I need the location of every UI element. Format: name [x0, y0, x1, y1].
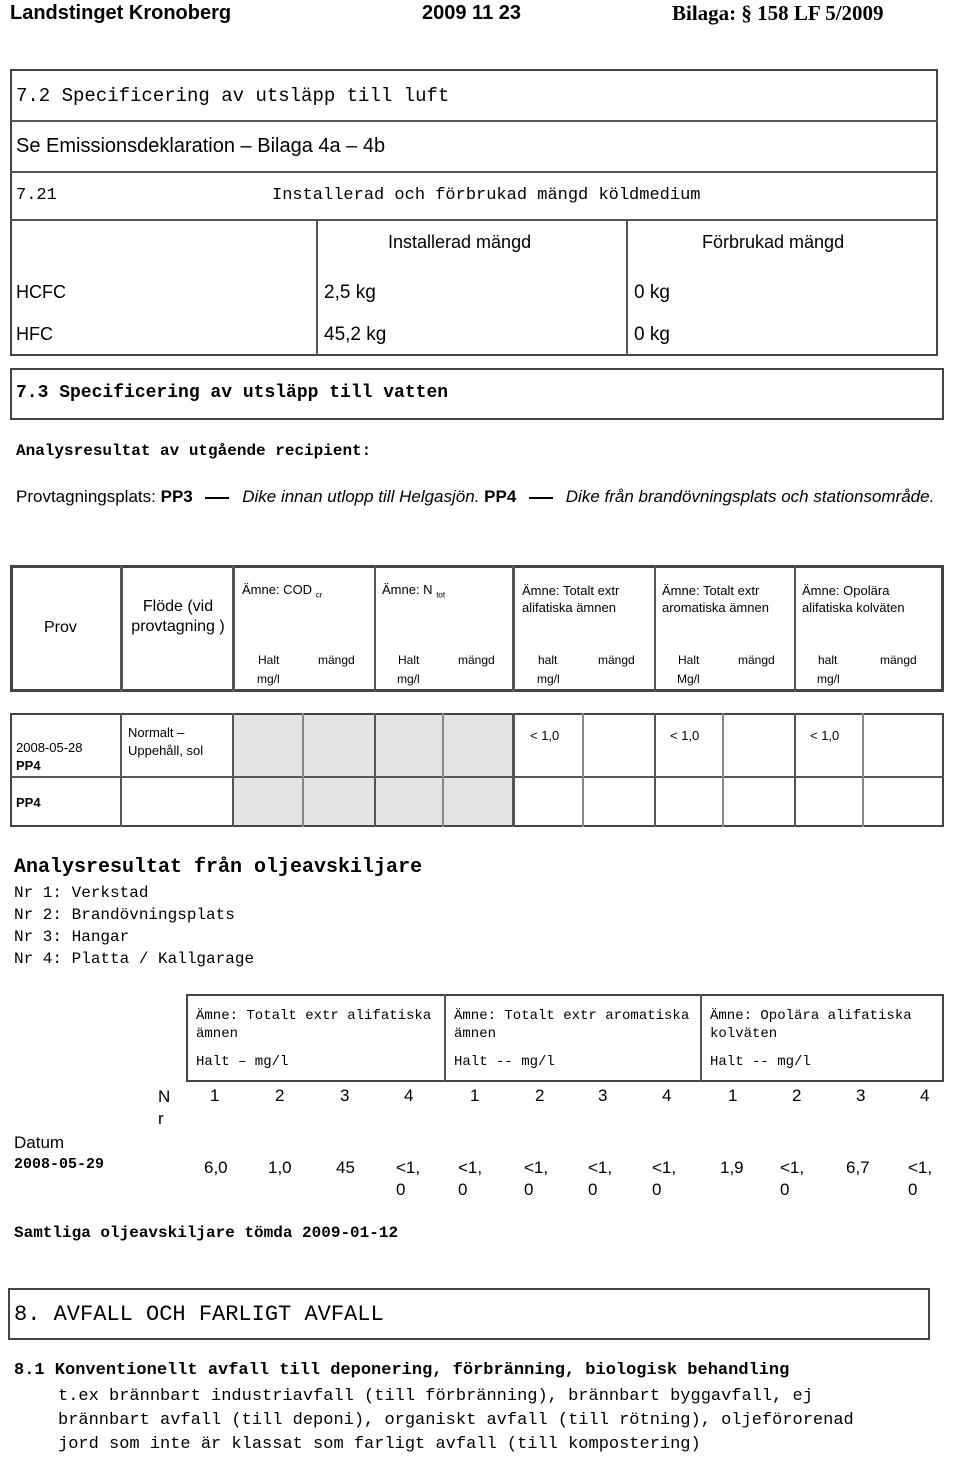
unit-label: Mg/l — [677, 672, 700, 686]
oil-title: Analysresultat från oljeavskiljare — [14, 856, 423, 879]
section-7-21-number: 7.21 — [16, 186, 57, 205]
unit-label: mg/l — [257, 672, 280, 686]
mangd-label: mängd — [598, 653, 635, 667]
oil-value: 6,7 — [846, 1158, 870, 1177]
oil-value: <1, 0 — [524, 1158, 549, 1199]
oil-arom-unit: Halt -- mg/l — [454, 1054, 555, 1070]
halt-label: halt — [818, 653, 838, 667]
col-prov: Prov — [44, 619, 77, 636]
arom-header: Ämne: Totalt extr aromatiska ämnen — [662, 583, 769, 615]
alif-value: < 1,0 — [530, 728, 560, 743]
oil-item: Nr 4: Platta / Kallgarage — [14, 950, 255, 968]
emission-reference: Se Emissionsdeklaration – Bilaga 4a – 4b — [16, 135, 386, 157]
sample-site: PP4 — [16, 795, 41, 810]
oil-num: 3 — [340, 1086, 350, 1105]
oil-arom-header: Ämne: Totalt extr aromatiska ämnen — [454, 1008, 690, 1042]
unit-label: mg/l — [817, 672, 840, 686]
section-8-title: 8. AVFALL OCH FARLIGT AVFALL — [14, 1302, 384, 1327]
mangd-label: mängd — [458, 653, 495, 667]
oil-value: 1,0 — [268, 1158, 292, 1177]
unit-label: mg/l — [537, 672, 560, 686]
alif-header: Ämne: Totalt extr alifatiska ämnen — [522, 583, 620, 615]
sample-date: 2008-05-28 — [16, 740, 83, 755]
row-used: 0 kg — [634, 282, 670, 303]
ntot-header: Ämne: N $_{tot}$ — [382, 582, 446, 600]
sample-site: PP4 — [16, 758, 41, 773]
oil-value: <1, 0 — [908, 1158, 933, 1199]
oil-date: 2008-05-29 — [14, 1156, 105, 1173]
sampling-site-line — [16, 486, 946, 508]
section-7-2-title: 7.2 Specificering av utsläpp till luft — [16, 85, 450, 107]
mangd-label: mängd — [880, 653, 917, 667]
mangd-label: mängd — [738, 653, 775, 667]
oil-num: 1 — [728, 1086, 738, 1105]
datum-label: Datum — [14, 1133, 65, 1152]
oil-item: Nr 3: Hangar — [14, 928, 130, 946]
oil-alif-header: Ämne: Totalt extr alifatiska ämnen — [196, 1008, 432, 1042]
pp4-label: PP4 — [484, 487, 517, 506]
halt-label: Halt — [678, 653, 700, 667]
oil-item: Nr 1: Verkstad — [14, 884, 149, 902]
oil-opol-unit: Halt -- mg/l — [710, 1054, 811, 1070]
oil-alif-unit: Halt – mg/l — [196, 1054, 289, 1070]
oil-num: 2 — [275, 1086, 285, 1105]
oil-num: 1 — [210, 1086, 220, 1105]
cod-header: Ämne: COD $_{cr}$ — [242, 582, 323, 600]
section-8-1-text: t.ex brännbart industriavfall (till förbränning), brännbart byggavfall, ej brännbart avfall (till deponi), organiskt avfall (till rötning), oljeförorenad jord som inte är klassat som farligt avfall (till kompostering) — [58, 1387, 854, 1454]
col-used: Förbrukad mängd — [702, 232, 845, 252]
halt-label: Halt — [398, 653, 420, 667]
section-7-3-title: 7.3 Specificering av utsläpp till vatten — [16, 383, 449, 403]
oil-opol-header: Ämne: Opolära alifatiska kolväten — [710, 1008, 912, 1042]
unit-label: mg/l — [397, 672, 420, 686]
row-name: HFC — [16, 324, 53, 344]
opol-header: Ämne: Opolära alifatiska kolväten — [802, 583, 905, 615]
pp3-label: PP3 — [160, 487, 193, 506]
site-label: Provtagningsplats: — [16, 487, 156, 506]
oil-num: 3 — [856, 1086, 866, 1105]
oil-num: 4 — [662, 1086, 672, 1105]
oil-value: <1, 0 — [652, 1158, 677, 1199]
nr-label: N r — [158, 1087, 171, 1128]
air-section-box — [10, 69, 938, 356]
col-installed: Installerad mängd — [388, 232, 532, 252]
oil-value: <1, 0 — [458, 1158, 483, 1199]
oil-num: 2 — [535, 1086, 545, 1105]
col-flow: Flöde (vid provtagning ) — [131, 598, 225, 635]
row-name: HCFC — [16, 282, 66, 302]
oil-num: 4 — [920, 1086, 930, 1105]
header-date: 2009 11 23 — [422, 2, 521, 24]
oil-item: Nr 2: Brandövningsplats — [14, 906, 235, 924]
arom-value: < 1,0 — [670, 728, 700, 743]
row-installed: 2,5 kg — [324, 282, 376, 303]
row-used: 0 kg — [634, 324, 670, 345]
oil-num: 1 — [470, 1086, 480, 1105]
oil-num: 2 — [792, 1086, 802, 1105]
row-installed: 45,2 kg — [324, 324, 387, 345]
halt-label: Halt — [258, 653, 280, 667]
section-7-21-title: Installerad och förbrukad mängd köldmedium — [272, 186, 701, 205]
oil-value: 45 — [336, 1158, 355, 1177]
halt-label: halt — [538, 653, 558, 667]
section-8-1-title: 8.1 Konventionellt avfall till deponering, förbränning, biologisk behandling — [14, 1361, 790, 1380]
oil-value: <1, 0 — [396, 1158, 421, 1199]
oil-value: 6,0 — [204, 1158, 228, 1177]
opol-value: < 1,0 — [810, 728, 840, 743]
oil-value: <1, 0 — [780, 1158, 805, 1199]
analysis-title: Analysresultat av utgående recipient: — [16, 442, 372, 460]
oil-value: <1, 0 — [588, 1158, 613, 1199]
header-org: Landstinget Kronoberg — [10, 2, 232, 24]
oil-emptied-note: Samtliga oljeavskiljare tömda 2009-01-12 — [14, 1224, 399, 1242]
pp3-description: Dike innan utlopp till Helgasjön. — [242, 487, 480, 506]
oil-num: 3 — [598, 1086, 608, 1105]
header-attachment: Bilaga: § 158 LF 5/2009 — [672, 1, 884, 25]
sample-flow: Normalt – Uppehåll, sol — [128, 725, 204, 758]
oil-value: 1,9 — [720, 1158, 744, 1177]
pp4-description: Dike från brandövningsplats och stationsområde. — [565, 487, 935, 506]
mangd-label: mängd — [318, 653, 355, 667]
oil-num: 4 — [404, 1086, 414, 1105]
